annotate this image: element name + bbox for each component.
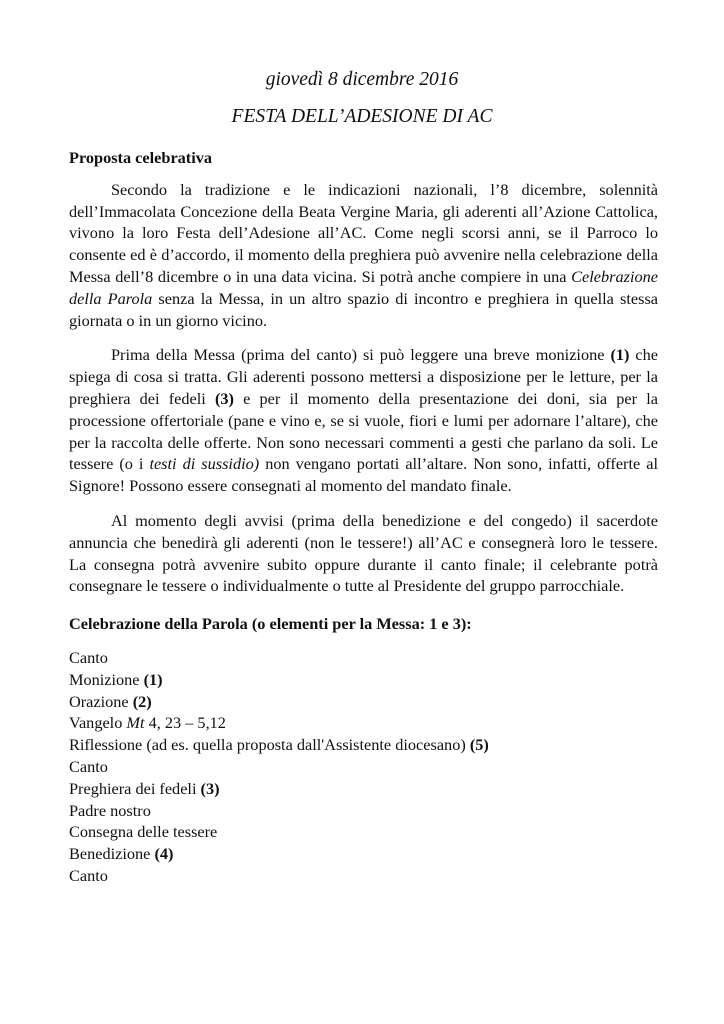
paragraph-intro-text-b: senza la Messa, in un altro spazio di incontro e preghiera in quella stessa giornata o in un giorno vicino. xyxy=(69,288,659,330)
list-item: Canto xyxy=(69,647,108,667)
paragraph-messa xyxy=(69,344,658,497)
paragraph-intro xyxy=(69,179,658,332)
document-title: FESTA DELL’ADESIONE DI AC xyxy=(231,106,493,127)
paragraph-messa-text-a: Prima della Messa (prima del canto) si può leggere una breve monizione xyxy=(111,345,611,365)
list-item: Padre nostro xyxy=(69,800,151,820)
list-item: Canto xyxy=(69,865,108,885)
paragraph-intro-italic: Celebrazione della Parola xyxy=(69,266,658,308)
paragraph-messa-italic: testi di sussidio) xyxy=(149,454,260,474)
paragraph-avvisi: Al momento degli avvisi (prima della benedizione e del congedo) il sacerdote annuncia che benedirà gli aderenti (non le tessere!) all’AC e consegnerà loro le tessere. La consegna potrà avvenire subito oppure durante il canto finale; il celebrante potrà consegnare le tessere o individualmente o tutte al Presidente del gruppo parrocchiale. xyxy=(69,510,658,596)
list-item: Orazione (2) xyxy=(69,691,152,711)
document-body xyxy=(69,147,658,887)
list-item: Riflessione (ad es. quella proposta dall'Assistente diocesano) (5) xyxy=(69,735,489,755)
list-item: Benedizione (4) xyxy=(69,844,174,864)
paragraph-messa-text-b: che spiega di cosa si tratta. Gli aderenti possono mettersi a disposizione per le letture, per la preghiera dei fedeli xyxy=(69,345,658,408)
section-heading-proposta: Proposta celebrativa xyxy=(69,148,213,167)
document-date: giovedì 8 dicembre 2016 xyxy=(265,69,459,90)
celebration-list xyxy=(69,647,658,887)
section-heading-celebrazione: Celebrazione della Parola (o elementi per la Messa: 1 e 3): xyxy=(69,614,472,634)
list-item: Preghiera dei fedeli (3) xyxy=(69,778,220,798)
ref-1: (1) xyxy=(610,345,630,365)
ref-3: (3) xyxy=(214,388,234,408)
list-item: Canto xyxy=(69,756,108,776)
list-item: Monizione (1) xyxy=(69,669,163,689)
paragraph-messa-text-d: non vengano portati all’altare. Non sono, infatti, offerte al Signore! Possono essere consegnati al momento del mandato finale. xyxy=(69,454,658,496)
list-item: Consegna delle tessere xyxy=(69,822,218,842)
paragraph-messa-text-c: e per il momento della presentazione dei doni, sia per la processione offertoriale (pane e vino e, se si vuole, fiori e lumi per adornare l’altare), che per la raccolta delle offerte. Non sono necessari commenti a gesti che parlano da soli. Le tessere (o i xyxy=(69,388,658,474)
list-item: Vangelo Mt 4, 23 – 5,12 xyxy=(69,713,226,733)
paragraph-intro-text-a: Secondo la tradizione e le indicazioni nazionali, l’8 dicembre, solennità dell’Immacolata Concezione della Beata Vergine Maria, gli aderenti all’Azione Cattolica, vivono la loro Festa dell’Adesione all’AC. Come negli scorsi anni, se il Parroco lo consente ed è d’accordo, il momento della preghiera può avvenire nella celebrazione della Messa dell’8 dicembre o in una data vicina. Si potrà anche compiere in una xyxy=(69,179,658,286)
